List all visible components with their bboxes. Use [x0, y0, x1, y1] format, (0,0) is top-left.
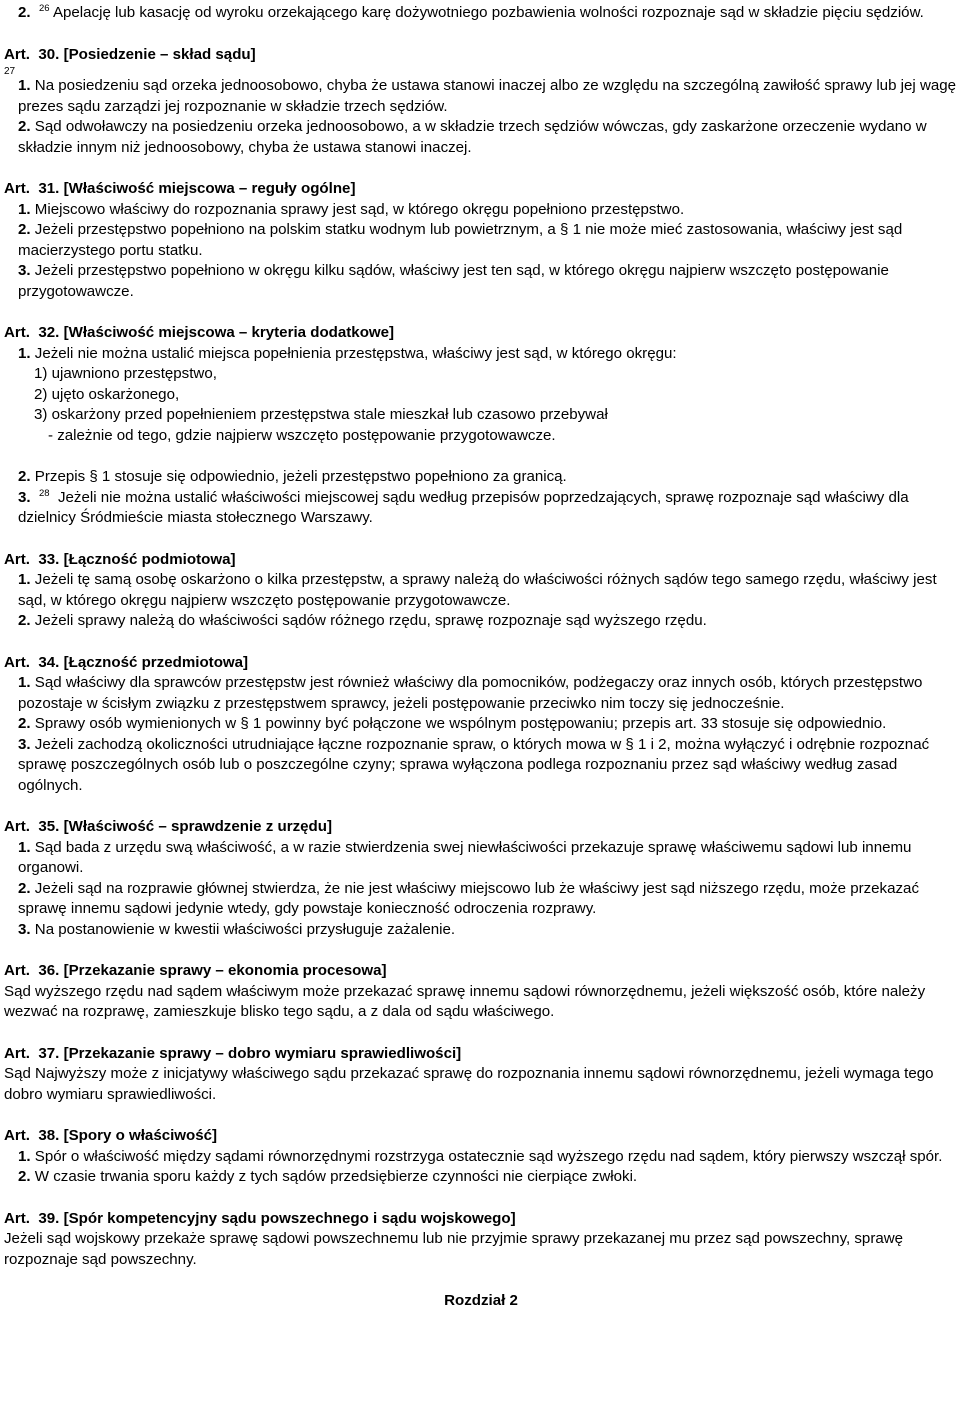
article-number: 37.: [38, 1044, 60, 1062]
paragraph-text: Spór o właściwość między sądami równorzędnymi rozstrzyga ostatecznie sąd wyższego rzędu nad sądem, który pierwszy wszczął spór.: [34, 1147, 943, 1165]
article-number: 33.: [38, 550, 60, 568]
article-heading-34: [4, 653, 958, 674]
article-number: 31.: [38, 180, 60, 197]
art31-par2: [4, 220, 958, 261]
paragraph-text: Jeżeli zachodzą okoliczności utrudniające łączne rozpoznanie spraw, o których mowa w § 1 i 2, można wyłączyć i odrębnie rozpoznać sprawę poszczególnych osób lub o poszczególne czyny; sprawa wyłączona podlega rozpoznaniu przez sąd właściwy według zasad ogólnych.: [18, 735, 930, 794]
art31-par3: [4, 261, 958, 302]
art34-par1: [4, 673, 958, 714]
paragraph-text: Jeżeli sąd na rozprawie głównej stwierdza, że nie jest właściwy miejscowo lub że właściwy jest sąd niższego rzędu, może przekazać sprawę innemu sądowi jedynie wtedy, gdy powstaje konieczność odroczenia rozprawy.: [18, 879, 919, 917]
paragraph-number: 1.: [18, 200, 31, 218]
article-heading-33: [4, 550, 958, 571]
paragraph-number: 2.: [18, 118, 31, 135]
article-number: 38.: [38, 1127, 60, 1144]
art37-text: Sąd Najwyższy może z inicjatywy właściwego sądu przekazać sprawę do rozpoznania innemu sądowi równorzędnemu, jeżeli wymaga tego dobro wymiaru sprawiedliwości.: [4, 1065, 934, 1103]
paragraph-number: 1.: [18, 77, 31, 94]
paragraph-text: Jeżeli przestępstwo popełniono w okręgu kilku sądów, właściwy jest ten sąd, w którego okręgu najpierw wszczęto postępowanie przygotowawcze.: [18, 262, 889, 300]
art39-text: Jeżeli sąd wojskowy przekaże sprawę sądowi powszechnemu lub nie przyjmie sprawy przekazanej mu przez sąd powszechny, sprawę rozpoznaje sąd powszechny.: [4, 1230, 904, 1268]
article-label: Art.: [4, 1209, 30, 1227]
paragraph-number: 2.: [18, 1168, 31, 1185]
paragraph-number: 3.: [18, 735, 31, 753]
paragraph-text: Na postanowienie w kwestii właściwości przysługuje zażalenie.: [34, 920, 456, 938]
article-label: Art.: [4, 1044, 30, 1062]
art34-par2: [4, 714, 958, 735]
art33-par1: [4, 570, 958, 611]
article-number: 32.: [38, 324, 60, 341]
footnote-ref: 27: [4, 66, 16, 77]
article-title: [Spór kompetencyjny sądu powszechnego i sądu wojskowego]: [63, 1209, 516, 1227]
article-label: Art.: [4, 653, 30, 671]
article-heading-31: [4, 179, 958, 200]
article-heading-32: [4, 323, 958, 344]
article-number: 30.: [38, 45, 60, 63]
paragraph-text: Sąd właściwy dla sprawców przestępstw jest również właściwy dla pomocników, podżegaczy oraz innych osób, których przestępstwo pozostaje w ścisłym związku z przestępstwem sprawcy, jeżeli postępowanie przeciwko nim toczy się jednocześnie.: [18, 674, 923, 712]
paragraph-text: Jeżeli sprawy należą do właściwości sądów różnego rzędu, sprawę rozpoznaje sąd wyższego rzędu.: [34, 612, 707, 629]
article-heading-30: [4, 45, 958, 66]
art36-text: Sąd wyższego rzędu nad sądem właściwym może przekazać sprawę innemu sądowi równorzędnemu, jeżeli większość osób, które należy wezwać na rozprawę, zamieszkuje blisko tego sądu, a z dala od sądu właściwego.: [4, 982, 926, 1020]
paragraph-text: Jeżeli tę samą osobę oskarżono o kilka przestępstw, a sprawy należą do właściwości różnych sądów tego samego rzędu, właściwy jest sąd, w którego okręgu najpierw wszczęto postępowanie przygotowawcze.: [18, 571, 937, 609]
art31-par1: [4, 200, 958, 221]
article-label: Art.: [4, 324, 30, 341]
paragraph-text: Sprawy osób wymienionych w § 1 powinny być połączone we wspólnym postępowaniu; przepis art. 33 stosuje się odpowiednio.: [34, 715, 887, 732]
article-label: Art.: [4, 550, 30, 568]
list-item: 3) oskarżony przed popełnieniem przestępstwa stale mieszkał lub czasowo przebywał: [34, 406, 608, 423]
article-number: 35.: [38, 818, 60, 835]
article-title: [Spory o właściwość]: [63, 1127, 218, 1144]
article-label: Art.: [4, 962, 30, 979]
paragraph-number: 3.: [18, 920, 31, 938]
paragraph-number: 3.: [18, 488, 31, 506]
paragraph-number: 2.: [18, 715, 31, 732]
paragraph-number: 3.: [18, 262, 31, 279]
article-title: [Posiedzenie – skład sądu]: [63, 45, 256, 63]
article-title: [Właściwość miejscowa – reguły ogólne]: [63, 180, 356, 197]
article-title: [Właściwość – sprawdzenie z urzędu]: [63, 818, 332, 835]
art33-par2: [4, 611, 958, 632]
list-item: 1) ujawniono przestępstwo,: [34, 365, 217, 382]
paragraph-number: 2.: [18, 879, 31, 897]
paragraph-text: Jeżeli nie można ustalić właściwości miejscowej sądu według przepisów poprzedzających, sprawę rozpoznaje sąd właściwy dla dzielnicy Śródmieście miasta stołecznego Warszawy.: [18, 488, 909, 526]
paragraph-text: Jeżeli nie można ustalić miejsca popełnienia przestępstwa, właściwy jest sąd, w którego okręgu:: [34, 344, 677, 362]
article-heading-36: [4, 961, 958, 982]
paragraph-text: Miejscowo właściwy do rozpoznania sprawy jest sąd, w którego okręgu popełniono przestępstwo.: [34, 200, 685, 218]
paragraph-text: Jeżeli przestępstwo popełniono na polskim statku wodnym lub powietrznym, a § 1 nie może mieć zastosowania, właściwy jest sąd macierzystego portu statku.: [18, 221, 903, 259]
paragraph-2-appeal: [4, 3, 958, 24]
list-conclusion: - zależnie od tego, gdzie najpierw wszczęto postępowanie przygotowawcze.: [48, 426, 556, 444]
article-title: [Przekazanie sprawy – ekonomia procesowa]: [63, 962, 387, 979]
footnote-ref: 28: [38, 487, 50, 499]
paragraph-number: 1.: [18, 344, 31, 362]
paragraph-text: Przepis § 1 stosuje się odpowiednio, jeżeli przestępstwo popełniono za granicą.: [34, 468, 567, 485]
document-page: [4, 3, 958, 1312]
art35-par3: [4, 920, 958, 941]
paragraph-number: 2.: [18, 612, 31, 629]
article-title: [Łączność przedmiotowa]: [63, 653, 249, 671]
paragraph-number: 1.: [18, 1147, 31, 1165]
article-title: [Przekazanie sprawy – dobro wymiaru sprawiedliwości]: [63, 1044, 462, 1062]
article-label: Art.: [4, 180, 30, 197]
paragraph-number: 2.: [18, 221, 31, 238]
article-heading-35: [4, 817, 958, 838]
article-heading-39: [4, 1209, 958, 1230]
paragraph-text: Apelację lub kasację od wyroku orzekającego karę dożywotniego pozbawienia wolności rozpoznaje sąd w składzie pięciu sędziów.: [52, 4, 924, 21]
article-number: 34.: [38, 653, 60, 671]
paragraph-number: 1.: [18, 838, 31, 856]
art35-par2: [4, 879, 958, 920]
article-heading-37: [4, 1044, 958, 1065]
paragraph-number: 2.: [18, 4, 31, 21]
paragraph-number: 2.: [18, 468, 31, 485]
paragraph-number: 1.: [18, 674, 31, 691]
art30-par2: [4, 117, 958, 158]
art32-par1: [4, 344, 958, 365]
article-title: [Łączność podmiotowa]: [63, 550, 236, 568]
art32-par2: [4, 467, 958, 488]
list-item: 2) ujęto oskarżonego,: [34, 385, 180, 403]
footnote-ref: 26: [38, 2, 50, 14]
article-label: Art.: [4, 818, 30, 835]
paragraph-number: 1.: [18, 571, 31, 588]
art32-par3: [4, 488, 958, 529]
paragraph-text: Sąd odwoławczy na posiedzeniu orzeka jednoosobowo, a w składzie trzech sędziów wówczas, gdy zaskarżone orzeczenie wydano w składzie innym niż jednoosobowy, chyba że ustawa stanowi inaczej.: [18, 118, 927, 156]
article-label: Art.: [4, 45, 30, 63]
article-number: 39.: [38, 1209, 60, 1227]
paragraph-text: W czasie trwania sporu każdy z tych sądów przedsiębierze czynności nie cierpiące zwłoki.: [34, 1168, 638, 1185]
article-heading-38: [4, 1126, 958, 1147]
article-title: [Właściwość miejscowa – kryteria dodatkowe]: [63, 324, 395, 341]
art35-par1: [4, 838, 958, 879]
article-label: Art.: [4, 1127, 30, 1144]
article-number: 36.: [38, 962, 60, 979]
paragraph-text: Sąd bada z urzędu swą właściwość, a w razie stwierdzenia swej niewłaściwości przekazuje sprawę właściwemu sądowi lub innemu organowi.: [18, 838, 912, 876]
art38-par2: [4, 1167, 958, 1188]
chapter-heading: Rozdział 2: [444, 1292, 518, 1309]
art38-par1: [4, 1147, 958, 1168]
art34-par3: [4, 735, 958, 797]
art30-par1: [4, 76, 958, 117]
paragraph-text: Na posiedzeniu sąd orzeka jednoosobowo, chyba że ustawa stanowi inaczej albo ze względu na szczególną zawiłość sprawy lub jej wagę prezes sądu zarządzi jej rozpoznanie w składzie trzech sędziów.: [18, 77, 957, 115]
